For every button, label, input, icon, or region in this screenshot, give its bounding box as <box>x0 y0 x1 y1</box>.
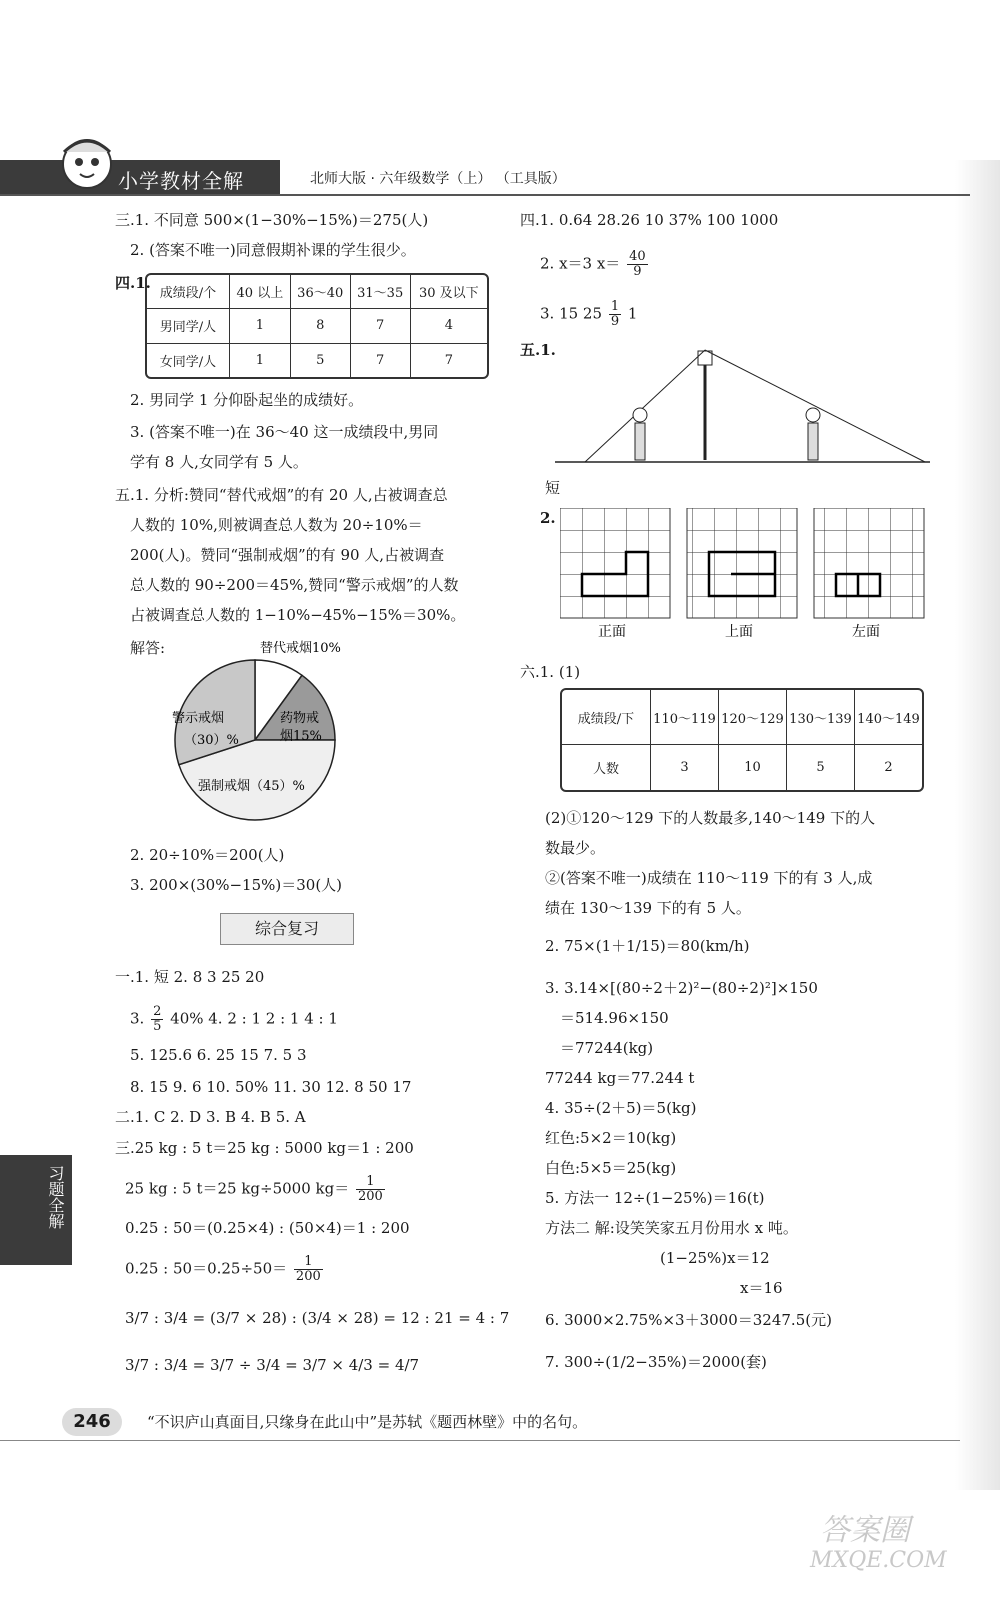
watermark-brand: 答案圈 <box>820 1513 910 1548</box>
footer-rule <box>0 1440 960 1441</box>
pie-label-medicine-a: 药物戒 <box>280 711 320 726</box>
right-s4-2-text: 2. x＝3 x＝ <box>540 254 621 273</box>
side-tab-label: 习题全解 <box>46 1165 65 1229</box>
fraction <box>356 1175 385 1204</box>
table-cell: 男同学/人 <box>147 309 230 343</box>
right-s5-1: 五.1. <box>520 341 556 359</box>
left-s5-1a: 五.1. 分析:赞同“替代戒烟”的有 20 人,占被调查总 <box>115 486 448 504</box>
table-cell: 10 <box>719 745 787 791</box>
watermark-url: MXQE.COM <box>810 1548 947 1573</box>
review-1-3-rest: 40% 4. 2 : 1 2 : 1 4 : 1 <box>170 1009 338 1028</box>
right-s6-3d: 77244 kg＝77.244 t <box>545 1069 695 1087</box>
table-header-cell: 140～149 <box>855 690 923 745</box>
review-2: 二.1. C 2. D 3. B 4. B 5. A <box>115 1108 306 1126</box>
person-right-body <box>808 423 818 460</box>
right-s6-6: 6. 3000×2.75%×3＋3000＝3247.5(元) <box>545 1311 832 1329</box>
right-s6-3a: 3. 3.14×[(80÷2＋2)²−(80÷2)²]×150 <box>545 979 818 997</box>
table-header-cell: 31～35 <box>350 275 410 309</box>
table-cell: 女同学/人 <box>147 343 230 377</box>
right-s6-4a: 4. 35÷(2＋5)＝5(kg) <box>545 1099 697 1117</box>
fraction-denominator: 9 <box>610 314 620 329</box>
review-1-5: 5. 125.6 6. 25 15 7. 5 3 <box>130 1046 307 1064</box>
left-view-grid <box>814 508 924 618</box>
fraction-denominator: 200 <box>358 1189 383 1204</box>
right-s6-4b: 红色:5×2＝10(kg) <box>545 1129 677 1147</box>
view-label-front: 正面 <box>598 624 626 640</box>
table-cell: 7 <box>350 343 410 377</box>
section-banner: 综合复习 <box>220 913 354 945</box>
person-left-body <box>635 423 645 460</box>
review-1-8: 8. 15 9. 6 10. 50% 11. 30 12. 8 50 17 <box>130 1078 412 1096</box>
pie-label-warning-b: （30）% <box>184 733 239 748</box>
table-header-cell: 40 以上 <box>230 275 291 309</box>
person-right-icon <box>806 408 820 422</box>
table-cell: 7 <box>350 309 410 343</box>
left-s5-3: 3. 200×(30%−15%)＝30(人) <box>130 876 343 894</box>
view-label-top: 上面 <box>725 624 753 640</box>
lamp-shadow-diagram <box>555 335 935 470</box>
table-cell: 5 <box>787 745 855 791</box>
review-3-4-text: 0.25 : 50＝0.25÷50＝ <box>125 1259 288 1278</box>
fraction-numerator: 40 <box>629 249 646 264</box>
review-1-3 <box>130 1005 338 1034</box>
right-s6-2: 2. 75×(1＋1/15)＝80(km/h) <box>545 937 750 955</box>
left-s5-1b: 人数的 10%,则被调查总人数为 20÷10%＝ <box>130 516 423 534</box>
review-3-2 <box>125 1175 387 1204</box>
fraction-numerator: 2 <box>153 1004 162 1019</box>
left-s5-2: 2. 20÷10%＝200(人) <box>130 846 285 864</box>
table-row <box>562 690 923 745</box>
left-s5-1d: 总人数的 90÷200＝45%,赞同“警示戒烟”的人数 <box>130 576 459 594</box>
left-s3-2: 2. (答案不唯一)同意假期补课的学生很少。 <box>130 241 416 259</box>
review-3-4 <box>125 1255 325 1284</box>
score-table-2 <box>560 688 924 792</box>
review-3-2-text: 25 kg : 5 t＝25 kg÷5000 kg＝ <box>125 1179 350 1198</box>
review-3-1: 三.25 kg : 5 t＝25 kg : 5000 kg＝1 : 200 <box>115 1139 414 1157</box>
fraction-numerator: 1 <box>610 299 620 314</box>
left-s4-2: 2. 男同学 1 分仰卧起坐的成绩好。 <box>130 391 364 409</box>
right-s4-2 <box>540 250 650 279</box>
page-edge-shadow <box>955 160 1000 1490</box>
table-row <box>147 309 488 343</box>
lamp-icon <box>698 351 712 365</box>
pie-label-warning-a: 警示戒烟 <box>172 711 225 726</box>
table-cell: 2 <box>855 745 923 791</box>
front-view-grid <box>560 508 670 618</box>
fraction <box>294 1255 323 1284</box>
table-cell: 7 <box>410 343 487 377</box>
table-row <box>562 745 923 791</box>
left-s4-label: 四.1. <box>115 274 151 292</box>
right-s6-5d: x＝16 <box>740 1279 783 1297</box>
table-header-cell: 130～139 <box>787 690 855 745</box>
book-title: 小学教材全解 <box>118 169 244 193</box>
right-s6-5c: (1−25%)x＝12 <box>660 1249 770 1267</box>
left-s4-3a: 3. (答案不唯一)在 36～40 这一成绩段中,男同 <box>130 423 439 441</box>
fraction-numerator: 1 <box>356 1175 385 1190</box>
right-s6-5b: 方法二 解:设笑笑家五月份用水 x 吨。 <box>545 1219 798 1237</box>
score-table-1-grid <box>146 274 488 378</box>
left-s4-3b: 学有 8 人,女同学有 5 人。 <box>130 453 308 471</box>
review-3-3: 0.25 : 50＝(0.25×4) : (50×4)＝1 : 200 <box>125 1219 410 1237</box>
right-s6-7: 7. 300÷(1/2−35%)＝2000(套) <box>545 1353 767 1371</box>
left-s5-1e: 占被调查总人数的 1−10%−45%−15%＝30%。 <box>130 606 466 624</box>
right-s6-1-2a: (2)①120～129 下的人数最多,140～149 下的人 <box>545 809 876 827</box>
fraction <box>627 250 648 279</box>
right-s6-1-2d: 绩在 130～139 下的有 5 人。 <box>545 899 751 917</box>
edition-label: 北师大版 · 六年级数学（上） （工具版） <box>310 171 566 187</box>
table-cell: 8 <box>290 309 350 343</box>
right-s6-3b: ＝514.96×150 <box>560 1009 669 1027</box>
pie-label-substitute: 替代戒烟10% <box>260 641 341 656</box>
review-1-3-num: 3. <box>130 1009 145 1028</box>
pie-chart <box>150 640 370 840</box>
person-left-icon <box>633 408 647 422</box>
mascot-icon <box>52 132 122 202</box>
table-cell: 1 <box>230 309 291 343</box>
table-cell: 4 <box>410 309 487 343</box>
short-label: 短 <box>545 479 561 497</box>
table-header-cell: 36～40 <box>290 275 350 309</box>
right-s4-3 <box>540 300 637 329</box>
right-s5-2: 2. <box>540 509 556 527</box>
fraction-numerator: 1 <box>294 1255 323 1270</box>
top-view-grid <box>687 508 797 618</box>
table-header-cell: 110～119 <box>651 690 719 745</box>
right-s6-4c: 白色:5×5＝25(kg) <box>545 1159 677 1177</box>
three-view-grids <box>560 508 935 648</box>
table-cell: 3 <box>651 745 719 791</box>
fraction <box>151 1005 163 1034</box>
table-header-cell: 120～129 <box>719 690 787 745</box>
fraction-denominator: 200 <box>295 1269 321 1284</box>
right-s4-3-end: 1 <box>627 304 638 323</box>
view-label-left: 左面 <box>852 624 880 640</box>
review-3-6: 3/7 : 3/4 = 3/7 ÷ 3/4 = 3/7 × 4/3 = 4/7 <box>125 1356 420 1374</box>
page-number: 246 <box>62 1408 122 1436</box>
right-s6-1: 六.1. (1) <box>520 663 581 681</box>
right-s4-3-text: 3. 15 25 <box>540 304 603 323</box>
review-3-5: 3/7 : 3/4 = (3/7 × 28) : (3/4 × 28) = 12 : 21 = 4 : 7 <box>125 1309 510 1327</box>
table-header-cell: 成绩段/下 <box>562 690 651 745</box>
right-s6-5a: 5. 方法一 12÷(1−25%)＝16(t) <box>545 1189 765 1207</box>
table-header-cell: 30 及以下 <box>410 275 487 309</box>
pie-label-forced: 强制戒烟（45）% <box>198 779 305 794</box>
left-s3-1: 三.1. 不同意 500×(1−30%−15%)＝275(人) <box>115 211 429 229</box>
fraction <box>609 300 621 329</box>
answer-label: 解答: <box>130 639 166 657</box>
pie-label-medicine-b: 烟15% <box>280 729 322 744</box>
footer-quote: “不识庐山真面目,只缘身在此山中”是苏轼《题西林壁》中的名句。 <box>147 1413 588 1431</box>
table-cell: 5 <box>290 343 350 377</box>
review-1-1: 一.1. 短 2. 8 3 25 20 <box>115 968 265 986</box>
table-cell: 人数 <box>562 745 651 791</box>
right-s6-1-2c: ②(答案不唯一)成绩在 110～119 下的有 3 人,成 <box>545 869 873 887</box>
fraction-denominator: 5 <box>153 1019 162 1034</box>
fraction-denominator: 9 <box>633 264 642 279</box>
right-s6-1-2b: 数最少。 <box>545 839 606 857</box>
right-s4-1: 四.1. 0.64 28.26 10 37% 100 1000 <box>520 211 779 229</box>
right-s6-3c: ＝77244(kg) <box>560 1039 654 1057</box>
left-s5-1c: 200(人)。赞同“强制戒烟”的有 90 人,占被调查 <box>130 546 445 564</box>
table-header-cell: 成绩段/个 <box>147 275 230 309</box>
header-rule <box>0 194 970 196</box>
score-table-1 <box>145 273 489 379</box>
table-row <box>147 343 488 377</box>
table-cell: 1 <box>230 343 291 377</box>
table-row <box>147 275 488 309</box>
score-table-2-grid <box>561 689 923 791</box>
